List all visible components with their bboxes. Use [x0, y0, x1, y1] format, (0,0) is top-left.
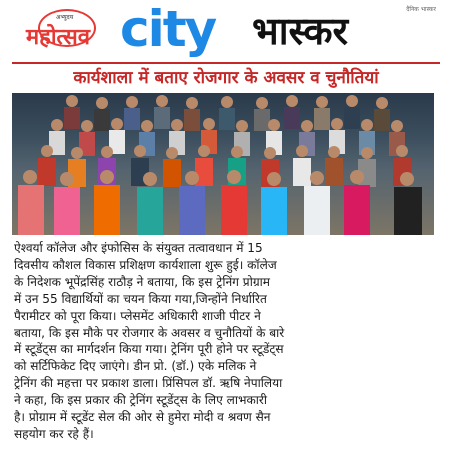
article-headline: कार्यशाला में बताए रोजगार के अवसर व चुनौतियां — [73, 68, 379, 88]
article-line: ऐश्वर्या कॉलेज और इंफोसिस के संयुक्त तत्वावधान में 15 — [14, 241, 263, 255]
article-line: को सर्टिफिकेट दिए जाएंगे। डीन प्रो. (डॉ.) एके मलिक ने — [14, 359, 257, 374]
article-line: में स्टूडेंट्स का मार्गदर्शन किया गया। ट्रेनिंग पूरी होने पर स्टूडेंट्स — [14, 342, 284, 357]
article-line: ट्रेनिंग की महत्ता पर प्रकाश डाला। प्रिंसिपल डॉ. ऋषि नेपालिया — [14, 376, 283, 391]
article-line: सहयोग कर रहे हैं। — [14, 426, 94, 441]
date-line: दैनिक भास्कर — [406, 6, 436, 13]
article-line: है। प्रोग्राम में स्टूडेंट सेल की ओर से हुमेरा मोदी व श्रवण सैन — [14, 410, 271, 425]
article-line: ने कहा, कि इस प्रकार की ट्रेनिंग स्टूडेंट्स के लिए लाभकारी — [14, 393, 267, 408]
group-photo-illustration — [12, 93, 434, 235]
city-logo: city — [120, 0, 216, 58]
newspaper-masthead — [12, 0, 440, 59]
mahotsav-small-text: अभ्युदय — [56, 14, 74, 21]
article-line: बताया, कि इस मौके पर रोजगार के अवसर व चुनौतियों के बारे — [14, 325, 285, 340]
article-line: के निदेशक भूपेंद्रसिंह राठौड़ ने बताया, कि इस ट्रेनिंग प्रोग्राम — [14, 274, 271, 289]
article-line: में उन 55 विद्यार्थियों का चयन किया गया,जिन्होंने निर्धारित — [14, 291, 267, 306]
article-line: दिवसीय कौशल विकास प्रशिक्षण कार्यशाला शुरू हुई। कॉलेज — [14, 257, 277, 272]
group-photo — [12, 93, 434, 235]
article-body — [14, 240, 436, 443]
bhaskar-logo: भास्कर — [252, 9, 349, 53]
article-line: पैरामीटर को पूरा किया। प्लेसमेंट अधिकारी शाजी पीटर ने — [14, 308, 261, 323]
mahotsav-word: महोत्सव — [26, 24, 90, 50]
mahotsav-logo — [18, 9, 118, 49]
